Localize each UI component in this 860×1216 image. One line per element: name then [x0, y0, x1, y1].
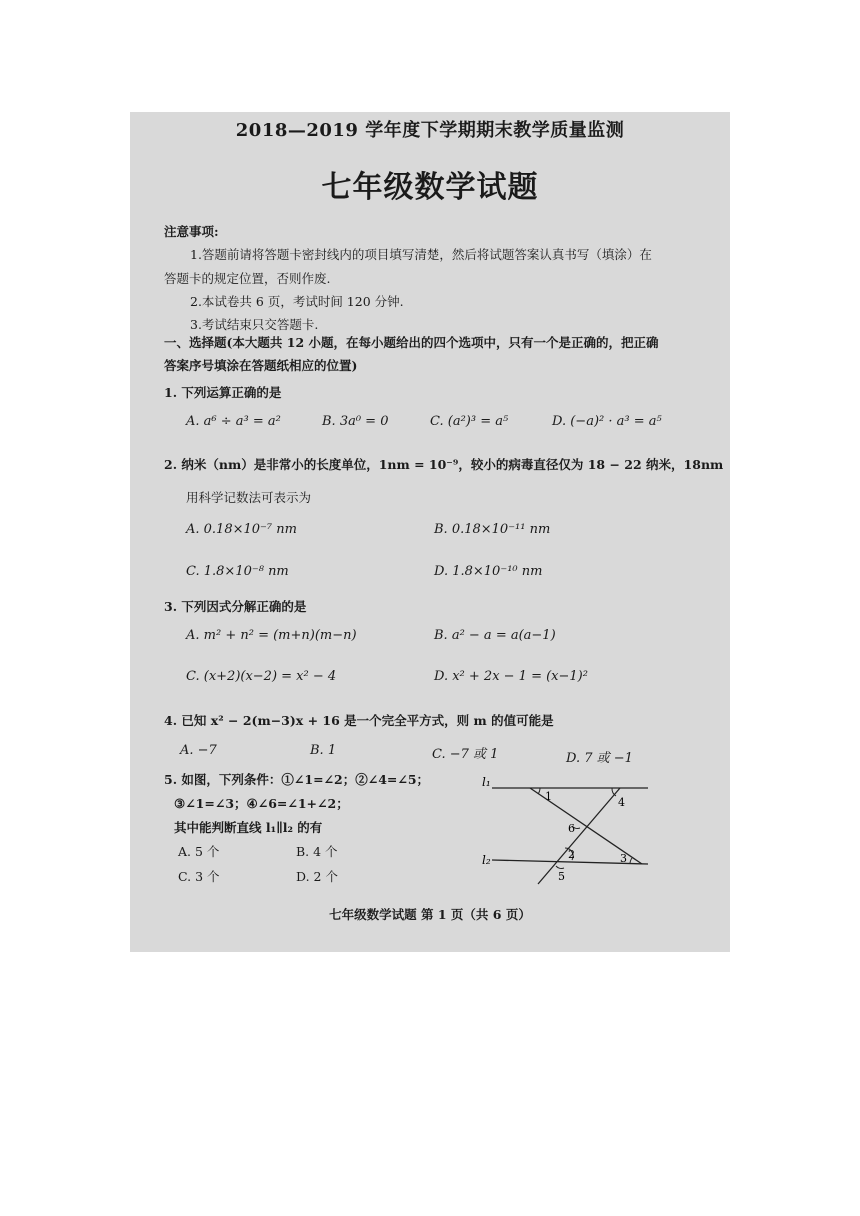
notice-item-1-line-2: 答题卡的规定位置，否则作废. [164, 271, 331, 286]
notice-item-1-line-1: 1.答题前请将答题卡密封线内的项目填写清楚，然后将试题答案认真书写（填涂）在 [190, 247, 652, 262]
label-l2: l₂ [482, 853, 491, 867]
question-3-option-b: B. a² − a = a(a−1) [434, 628, 556, 643]
angle-5-arc [556, 866, 564, 869]
question-2-option-d: D. 1.8×10⁻¹⁰ nm [434, 564, 543, 579]
section-1-heading-line-1: 一、选择题(本大题共 12 小题，在每小题给出的四个选项中，只有一个是正确的，把正确 [164, 335, 659, 350]
question-5-figure [472, 772, 662, 892]
angle-label-4: 4 [618, 796, 625, 809]
page-footer: 七年级数学试题 第 1 页（共 6 页） [329, 907, 531, 922]
question-3-option-d: D. x² + 2x − 1 = (x−1)² [434, 669, 588, 684]
angle-label-3: 3 [620, 852, 627, 865]
question-4-option-c: C. −7 或 1 [432, 747, 499, 762]
exam-page [130, 112, 730, 952]
angle-4-arc [612, 788, 616, 796]
notice-heading: 注意事项: [164, 224, 219, 239]
question-5-option-a: A. 5 个 [178, 844, 220, 859]
question-5-option-d: D. 2 个 [296, 869, 338, 884]
exam-subject-title: 七年级数学试题 [321, 170, 539, 205]
question-1-option-d: D. (−a)² · a³ = a⁵ [552, 414, 662, 429]
question-3-option-c: C. (x+2)(x−2) = x² − 4 [186, 669, 337, 684]
question-2-option-b: B. 0.18×10⁻¹¹ nm [434, 522, 551, 537]
question-5-stem-line-3: 其中能判断直线 l₁∥l₂ 的有 [174, 820, 323, 835]
angle-label-5: 5 [558, 870, 565, 883]
angle-label-2: 2 [568, 848, 575, 861]
question-1-option-b: B. 3a⁰ = 0 [322, 414, 389, 429]
question-1-option-c: C. (a²)³ = a⁵ [430, 414, 509, 429]
question-4-option-a: A. −7 [180, 743, 217, 758]
notice-item-2: 2.本试卷共 6 页，考试时间 120 分钟. [190, 294, 404, 309]
angle-label-1: 1 [545, 790, 552, 803]
angle-label-6: 6 [568, 822, 575, 835]
question-3-option-a: A. m² + n² = (m+n)(m−n) [186, 628, 357, 643]
question-2-stem-line-1: 2. 纳米（nm）是非常小的长度单位，1nm = 10⁻⁹，较小的病毒直径仅为 18 − 22 纳米，18nm [164, 457, 724, 472]
notice-item-3: 3.考试结束只交答题卡. [190, 317, 319, 332]
question-1-option-a: A. a⁶ ÷ a³ = a² [186, 414, 281, 429]
question-5-option-c: C. 3 个 [178, 869, 220, 884]
question-4-stem: 4. 已知 x² − 2(m−3)x + 16 是一个完全平方式，则 m 的值可能是 [164, 713, 554, 728]
question-5-stem-line-2: ③∠1=∠3；④∠6=∠1+∠2； [174, 796, 349, 811]
exam-header-title: 2018—2019 学年度下学期期末教学质量监测 [235, 120, 625, 141]
section-1-heading-line-2: 答案序号填涂在答题纸相应的位置) [164, 358, 358, 373]
question-5-stem-line-1: 5. 如图，下列条件：①∠1=∠2；②∠4=∠5； [164, 772, 430, 787]
label-l1: l₁ [482, 775, 491, 789]
question-1-stem: 1. 下列运算正确的是 [164, 385, 282, 400]
question-2-option-c: C. 1.8×10⁻⁸ nm [186, 564, 289, 579]
question-3-stem: 3. 下列因式分解正确的是 [164, 599, 307, 614]
question-4-option-b: B. 1 [310, 743, 337, 758]
question-5-option-b: B. 4 个 [296, 844, 338, 859]
question-4-option-d: D. 7 或 −1 [566, 751, 633, 766]
question-2-option-a: A. 0.18×10⁻⁷ nm [186, 522, 297, 537]
question-2-stem-line-2: 用科学记数法可表示为 [186, 490, 312, 505]
angle-1-arc [538, 788, 540, 794]
